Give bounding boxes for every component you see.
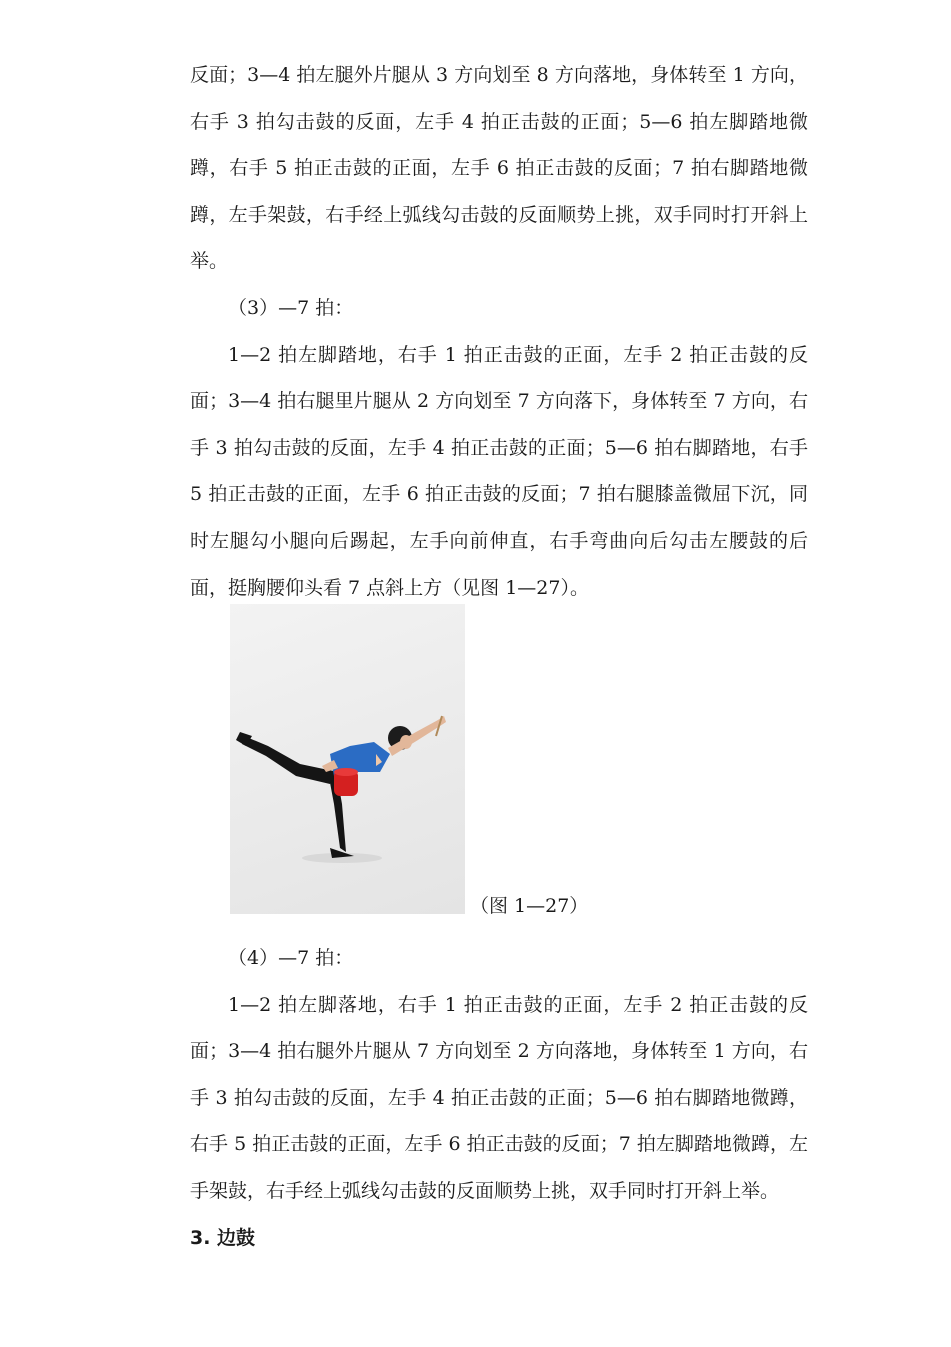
figure-caption: （图 1—27） [470,895,589,917]
part4-heading: （4）—7 拍： [228,947,354,969]
figure-photo [230,604,465,914]
intro-paragraph: 反面；3—4 拍左腿外片腿从 3 方向划至 8 方向落地，身体转至 1 方向，右手 3 拍勾击鼓的反面，左手 4 拍正击鼓的正面；5—6 拍左脚踏地微蹲，右手 5 拍正击鼓的正面，左手 6 拍正击鼓的反面；7 拍右脚踏地微蹲，左手架鼓，右手经上弧线勾击鼓的反面顺势上挑，双手同时打开斜上举。 [190,64,808,273]
part4-paragraph: 1—2 拍左脚落地，右手 1 拍正击鼓的正面，左手 2 拍正击鼓的反面；3—4 拍右腿外片腿从 7 方向划至 2 方向落地，身体转至 1 方向，右手 3 拍勾击鼓的反面，左手 4 拍正击鼓的正面；5—6 拍右脚踏地微蹲，右手 5 拍正击鼓的正面，左手 6 拍正击鼓的反面；7 拍左脚踏地微蹲，左手架鼓，右手经上弧线勾击鼓的反面顺势上挑，双手同时打开斜上举。 [190,993,808,1202]
text-block-lower [190,935,808,1261]
section-heading: 3. 边鼓 [190,1226,256,1249]
text-block-upper [190,52,808,611]
part3-heading: （3）—7 拍： [228,296,354,319]
dancer-illustration [230,604,465,914]
part3-paragraph: 1—2 拍左脚踏地，右手 1 拍正击鼓的正面，左手 2 拍正击鼓的反面；3—4 拍右腿里片腿从 2 方向划至 7 方向落下，身体转至 7 方向，右手 3 拍勾击鼓的反面，左手 4 拍正击鼓的正面；5—6 拍右脚踏地，右手 5 拍正击鼓的正面，左手 6 拍正击鼓的反面；7 拍右腿膝盖微屈下沉，同时左腿勾小腿向后踢起，左手向前伸直，右手弯曲向后勾击左腰鼓的后面，挺胸腰仰头看 7 点斜上方（见图 1—27）。 [190,343,808,599]
